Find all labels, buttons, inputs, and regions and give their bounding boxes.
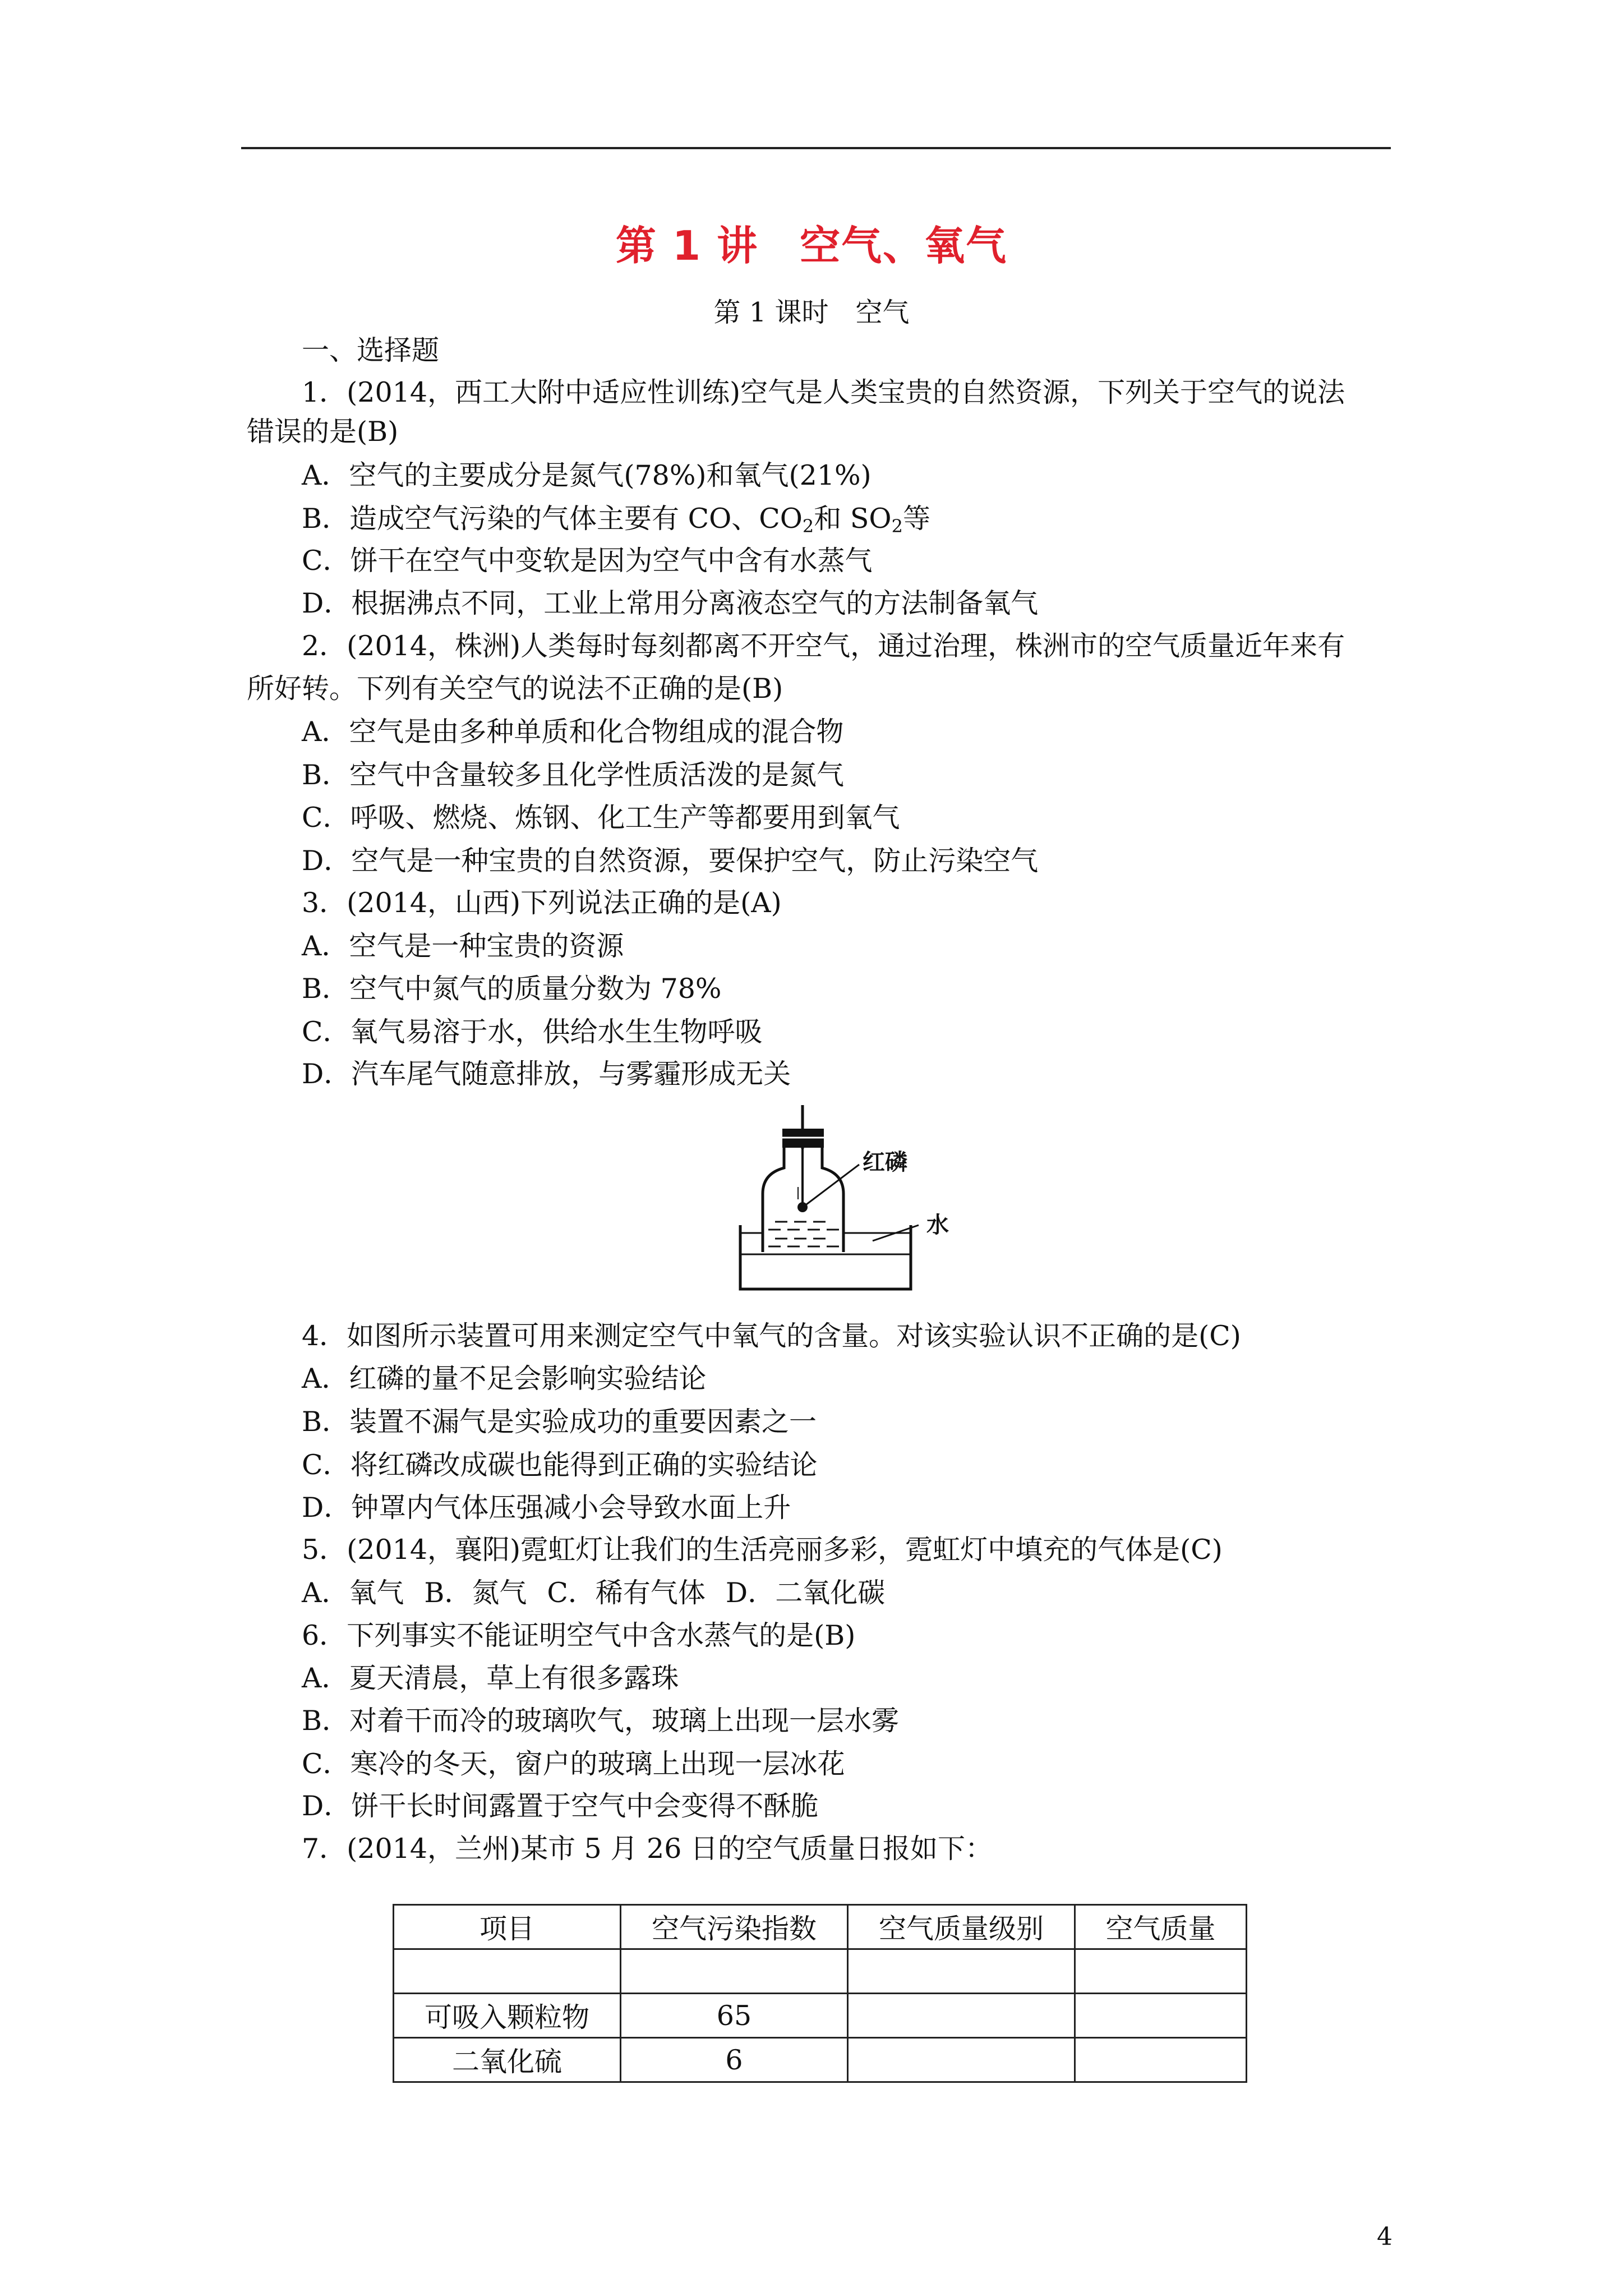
question-2-option-a: A．空气是由多种单质和化合物组成的混合物 (302, 716, 844, 748)
question-2-stem-cont: 所好转。下列有关空气的说法不正确的是(B) (247, 673, 783, 705)
question-1-option-c: C．饼干在空气中变软是因为空气中含有水蒸气 (302, 545, 873, 577)
lesson-subtitle: 第 1 课时 空气 (713, 297, 910, 328)
label-red-phosphorus: 红磷 (863, 1149, 907, 1175)
table-header-cell: 空气质量级别 (848, 1905, 1075, 1949)
question-2-option-c: C．呼吸、燃烧、炼钢、化工生产等都要用到氧气 (302, 802, 900, 834)
air-quality-table (393, 1904, 1247, 2083)
table-cell (848, 1949, 1075, 1994)
question-2-option-d: D．空气是一种宝贵的自然资源，要保护空气，防止污染空气 (302, 845, 1039, 877)
lecture-title: 第 1 讲 空气、氧气 (615, 222, 1008, 269)
table-row (394, 1994, 1247, 2038)
question-1-option-b: B．造成空气污染的气体主要有 CO、$CO_2$和 $SO_2$等 (302, 503, 930, 537)
apparatus-diagram (729, 1105, 987, 1296)
question-1-stem: 1．(2014，西工大附中适应性训练)空气是人类宝贵的自然资源，下列关于空气的说法 (302, 376, 1345, 408)
question-4-option-d: D．钟罩内气体压强减小会导致水面上升 (302, 1492, 791, 1524)
header-rule (241, 147, 1391, 149)
table-row (394, 2038, 1247, 2082)
question-3-option-d: D．汽车尾气随意排放，与雾霾形成无关 (302, 1058, 791, 1090)
table-cell (1075, 1949, 1246, 1994)
red-phosphorus-apparatus-figure (729, 1105, 987, 1296)
label-water: 水 (926, 1212, 949, 1238)
question-4-option-a: A．红磷的量不足会影响实验结论 (302, 1363, 707, 1395)
table-cell: 二氧化硫 (394, 2038, 621, 2082)
table-cell: 65 (620, 1994, 847, 2038)
question-1-stem-cont: 错误的是(B) (247, 416, 399, 448)
table-row (394, 1949, 1247, 1994)
question-6-option-c: C．寒冷的冬天，窗户的玻璃上出现一层冰花 (302, 1748, 845, 1780)
table-cell (848, 1994, 1075, 2038)
question-3-option-c: C．氧气易溶于水，供给水生生物呼吸 (302, 1016, 763, 1048)
table-cell: 6 (620, 2038, 847, 2082)
table-header-cell: 空气质量 (1075, 1905, 1246, 1949)
question-1-option-d: D．根据沸点不同，工业上常用分离液态空气的方法制备氧气 (302, 587, 1039, 619)
question-3-option-a: A．空气是一种宝贵的资源 (302, 930, 624, 962)
question-5-stem: 5．(2014，襄阳)霓虹灯让我们的生活亮丽多彩，霓虹灯中填充的气体是(C) (302, 1534, 1223, 1566)
question-5-option-a: A．氧气 (302, 1577, 404, 1609)
question-5-option-d: D．二氧化碳 (725, 1577, 886, 1609)
table-cell (1075, 2038, 1246, 2082)
question-4-option-b: B．装置不漏气是实验成功的重要因素之一 (302, 1406, 817, 1438)
page-number: 4 (1377, 2223, 1393, 2251)
question-6-option-d: D．饼干长时间露置于空气中会变得不酥脆 (302, 1790, 819, 1822)
question-2-stem: 2．(2014，株洲)人类每时每刻都离不开空气，通过治理，株洲市的空气质量近年来有 (302, 630, 1345, 662)
question-6-stem: 6．下列事实不能证明空气中含水蒸气的是(B) (302, 1619, 856, 1651)
question-3-stem: 3．(2014，山西)下列说法正确的是(A) (302, 887, 782, 919)
question-6-option-b: B．对着干而冷的玻璃吹气，玻璃上出现一层水雾 (302, 1705, 900, 1737)
question-3-option-b: B．空气中氮气的质量分数为 78% (302, 973, 722, 1005)
table-header-cell: 空气污染指数 (620, 1905, 847, 1949)
question-2-option-b: B．空气中含量较多且化学性质活泼的是氮气 (302, 759, 845, 791)
table-cell: 可吸入颗粒物 (394, 1994, 621, 2038)
table-cell (848, 2038, 1075, 2082)
question-4-stem: 4．如图所示装置可用来测定空气中氧气的含量。对该实验认识不正确的是(C) (302, 1320, 1241, 1352)
question-5-option-c: C．稀有气体 (547, 1577, 706, 1609)
question-6-option-a: A．夏天清晨，草上有很多露珠 (302, 1662, 679, 1694)
table-cell (394, 1949, 621, 1994)
table-header-row (394, 1905, 1247, 1949)
table-cell (620, 1949, 847, 1994)
table-header-cell: 项目 (394, 1905, 621, 1949)
question-5-option-b: B．氮气 (424, 1577, 527, 1609)
table-cell (1075, 1994, 1246, 2038)
section-heading: 一、选择题 (302, 334, 440, 366)
question-5-options (302, 1576, 905, 1610)
question-7-stem: 7．(2014，兰州)某市 5 月 26 日的空气质量日报如下： (302, 1833, 993, 1865)
question-1-option-a: A．空气的主要成分是氮气(78%)和氧气(21%) (302, 459, 872, 491)
question-4-option-c: C．将红磷改成碳也能得到正确的实验结论 (302, 1449, 818, 1481)
